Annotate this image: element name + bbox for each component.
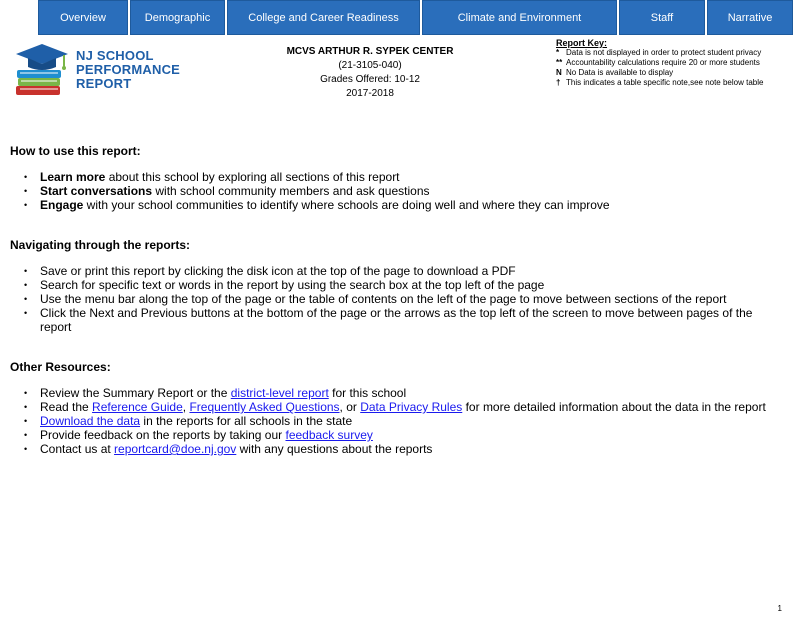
list-item (10, 414, 785, 428)
list-item: • Use the menu bar along the top of the page or the table of contents on the left of the page to move between sections of the report (10, 292, 785, 306)
item-text: , (182, 400, 190, 414)
tab-staff[interactable]: Staff (619, 0, 705, 35)
nj-school-performance-report-logo (12, 40, 187, 100)
bullet-list (10, 170, 785, 212)
item-text: Provide feedback on the reports by taking our (40, 428, 286, 442)
list-item: • Search for specific text or words in the report by using the search box at the top left of the page (10, 278, 785, 292)
school-code: (21-3105-040) (338, 60, 402, 71)
download-data-link[interactable]: Download the data (40, 414, 141, 428)
faq-link[interactable]: Frequently Asked Questions (189, 400, 340, 414)
other-resources-section (10, 360, 785, 456)
bold-lead: Learn more (40, 170, 106, 184)
item-text: in the reports for all schools in the state (140, 414, 353, 428)
school-name: MCVS ARTHUR R. SYPEK CENTER (286, 46, 454, 57)
logo-line-1: NJ SCHOOL (76, 48, 154, 63)
item-text: Review the Summary Report or the (40, 386, 231, 400)
key-text: Data is not displayed in order to protect student privacy (566, 48, 762, 57)
report-key (556, 38, 796, 88)
feedback-survey-link[interactable]: feedback survey (285, 428, 373, 442)
list-item (10, 170, 785, 184)
grades-offered: Grades Offered: 10-12 (320, 74, 420, 85)
key-text: Accountability calculations require 20 or more students (566, 58, 760, 67)
list-item: • Save or print this report by clicking the disk icon at the top of the page to download a PDF (10, 264, 785, 278)
section-title: Other Resources: (10, 360, 111, 374)
report-key-row (556, 58, 796, 68)
tab-overview[interactable]: Overview (38, 0, 128, 35)
data-privacy-rules-link[interactable]: Data Privacy Rules (360, 400, 463, 414)
page-number: 1 (777, 604, 782, 613)
logo-line-2: PERFORMANCE (76, 62, 181, 77)
item-text: with any questions about the reports (236, 442, 433, 456)
key-symbol: N (556, 68, 562, 77)
reference-guide-link[interactable]: Reference Guide (92, 400, 183, 414)
report-key-title: Report Key: (556, 38, 608, 48)
tab-narrative[interactable]: Narrative (707, 0, 793, 35)
key-symbol: ** (556, 58, 563, 67)
report-key-row (556, 68, 796, 78)
item-text: for more detailed information about the data in the report (462, 400, 766, 414)
contact-email-link[interactable]: reportcard@doe.nj.gov (114, 442, 237, 456)
key-text: No Data is available to display (566, 68, 674, 77)
key-symbol: * (556, 48, 560, 57)
bold-lead: Start conversations (40, 184, 153, 198)
key-text: This indicates a table specific note,see note below table (566, 78, 764, 87)
item-text: Read the (40, 400, 93, 414)
logo-text (76, 49, 180, 91)
item-text: about this school by exploring all sections of this report (105, 170, 400, 184)
list-item (10, 198, 785, 212)
tab-college-career-readiness[interactable]: College and Career Readiness (227, 0, 420, 35)
item-text: with school community members and ask questions (152, 184, 430, 198)
how-to-use-section (10, 144, 785, 212)
logo-line-3: REPORT (76, 76, 132, 91)
tab-climate-environment[interactable]: Climate and Environment (422, 0, 617, 35)
section-title: Navigating through the reports: (10, 238, 190, 252)
tab-demographic[interactable]: Demographic (130, 0, 225, 35)
list-item (10, 184, 785, 198)
list-item (10, 400, 785, 414)
item-text: for this school (328, 386, 407, 400)
list-item (10, 386, 785, 400)
report-key-row (556, 78, 796, 88)
item-text: , or (339, 400, 361, 414)
key-symbol: † (556, 78, 561, 87)
bullet-list (10, 386, 785, 456)
item-text: Contact us at (40, 442, 115, 456)
main-content (10, 144, 785, 482)
list-item (10, 428, 785, 442)
list-item (10, 442, 785, 456)
report-key-row (556, 48, 796, 58)
item-text: with your school communities to identify where schools are doing well and where they can improve (83, 198, 610, 212)
bullet-list (10, 264, 785, 334)
list-item: • Click the Next and Previous buttons at the bottom of the page or the arrows as the top left of the screen to move between pages of the report (10, 306, 785, 334)
bold-lead: Engage (40, 198, 84, 212)
district-level-report-link[interactable]: district-level report (230, 386, 329, 400)
school-year: 2017-2018 (346, 88, 394, 99)
school-header (270, 45, 470, 101)
section-title: How to use this report: (10, 144, 141, 158)
graduation-cap-books-icon (12, 40, 76, 100)
navigating-section (10, 238, 785, 334)
